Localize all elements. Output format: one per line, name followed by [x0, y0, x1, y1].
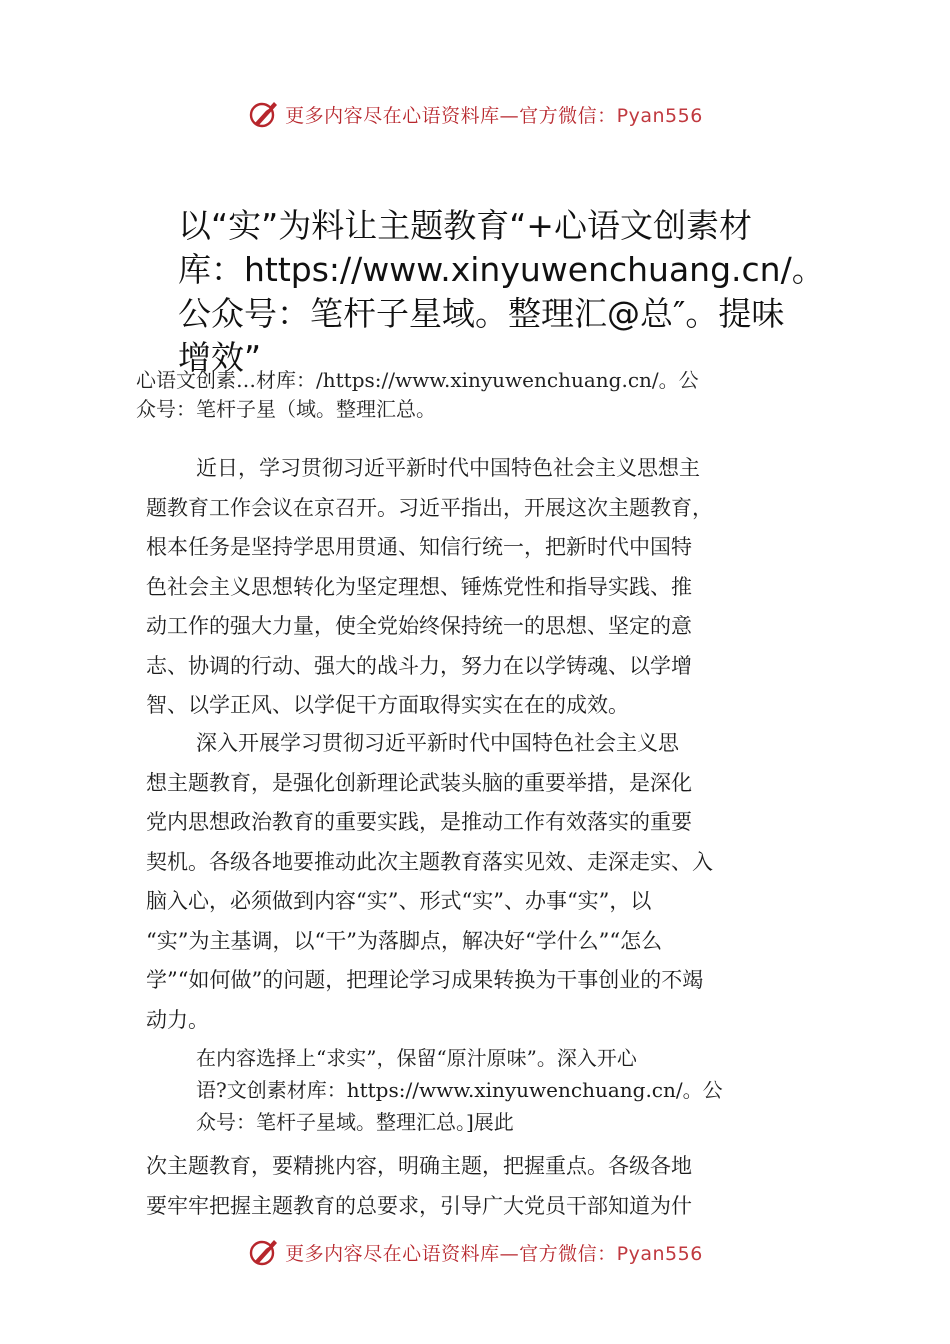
title-line: 库：https://www.xinyuwenchuang.cn/。 — [178, 250, 825, 289]
note-line: 众号：笔杆子星（域。整理汇总。 — [136, 397, 436, 421]
text-line: 深入开展学习贯彻习近平新时代中国特色社会主义思 — [196, 731, 679, 755]
paragraph-1 — [146, 449, 826, 726]
text-line: “实”为主基调，以“干”为落脚点，解决好“学什么”“怎么 — [146, 928, 663, 953]
header-banner — [0, 94, 950, 134]
text-line: 智、以学正风、以学促干方面取得实实在在的成效。 — [146, 693, 629, 717]
text-line: 脑入心，必须做到内容“实”、形式“实”、办事“实”，以 — [146, 889, 652, 913]
document-title — [178, 204, 858, 380]
text-line: 志、协调的行动、强大的战斗力，努力在以学铸魂、以学增 — [146, 653, 692, 678]
text-line: 众号：笔杆子星域。整理汇总。]展此 — [196, 1110, 514, 1134]
text-line: 动力。 — [146, 1007, 209, 1032]
text-line: 契机。各级各地要推动此次主题教育落实见效、走深走实、入 — [146, 849, 713, 874]
banner-text: 更多内容尽在心语资料库—官方微信：Pyan556 — [285, 104, 703, 127]
source-note — [136, 366, 826, 424]
paragraph-3 — [196, 1042, 836, 1138]
text-line: 色社会主义思想转化为坚定理想、锤炼党性和指导实践、推 — [146, 574, 692, 599]
paragraph-4 — [146, 1147, 826, 1226]
note-line: 心语文创素…材库：/https://www.xinyuwenchuang.cn/。公 — [136, 368, 699, 392]
banner-text: 更多内容尽在心语资料库—官方微信：Pyan556 — [285, 1242, 703, 1265]
text-line: 题教育工作会议在京召开。习近平指出，开展这次主题教育， — [146, 495, 713, 520]
text-line: 根本任务是坚持学思用贯通、知信行统一，把新时代中国特 — [146, 535, 692, 559]
paragraph-2 — [146, 724, 826, 1040]
text-line: 要牢牢把握主题教育的总要求，引导广大党员干部知道为什 — [146, 1193, 692, 1218]
banner-handle: Pyan556 — [616, 104, 703, 127]
title-line: 增效” — [178, 338, 262, 377]
quill-logo-icon — [247, 1235, 281, 1269]
footer-banner — [0, 1232, 950, 1272]
text-line: 在内容选择上“求实”，保留“原汁原味”。深入开心 — [196, 1046, 637, 1070]
text-line: 语?文创素材库：https://www.xinyuwenchuang.cn/。公 — [196, 1078, 723, 1102]
title-line: 公众号：笔杆子星域。整理汇@总″。提味 — [178, 294, 785, 333]
text-line: 党内思想政治教育的重要实践，是推动工作有效落实的重要 — [146, 810, 692, 834]
text-line: 动工作的强大力量，使全党始终保持统一的思想、坚定的意 — [146, 614, 692, 638]
quill-logo-icon — [247, 97, 281, 131]
text-line: 学”“如何做”的问题，把理论学习成果转换为干事创业的不竭 — [146, 968, 704, 992]
text-line: 想主题教育，是强化创新理论武装头脑的重要举措，是深化 — [146, 770, 692, 795]
text-line: 近日，学习贯彻习近平新时代中国特色社会主义思想主 — [196, 456, 700, 480]
banner-handle: Pyan556 — [616, 1242, 703, 1265]
title-line: 以“实”为料让主题教育“+心语文创素材 — [178, 206, 752, 245]
text-line: 次主题教育，要精挑内容，明确主题，把握重点。各级各地 — [146, 1154, 692, 1178]
